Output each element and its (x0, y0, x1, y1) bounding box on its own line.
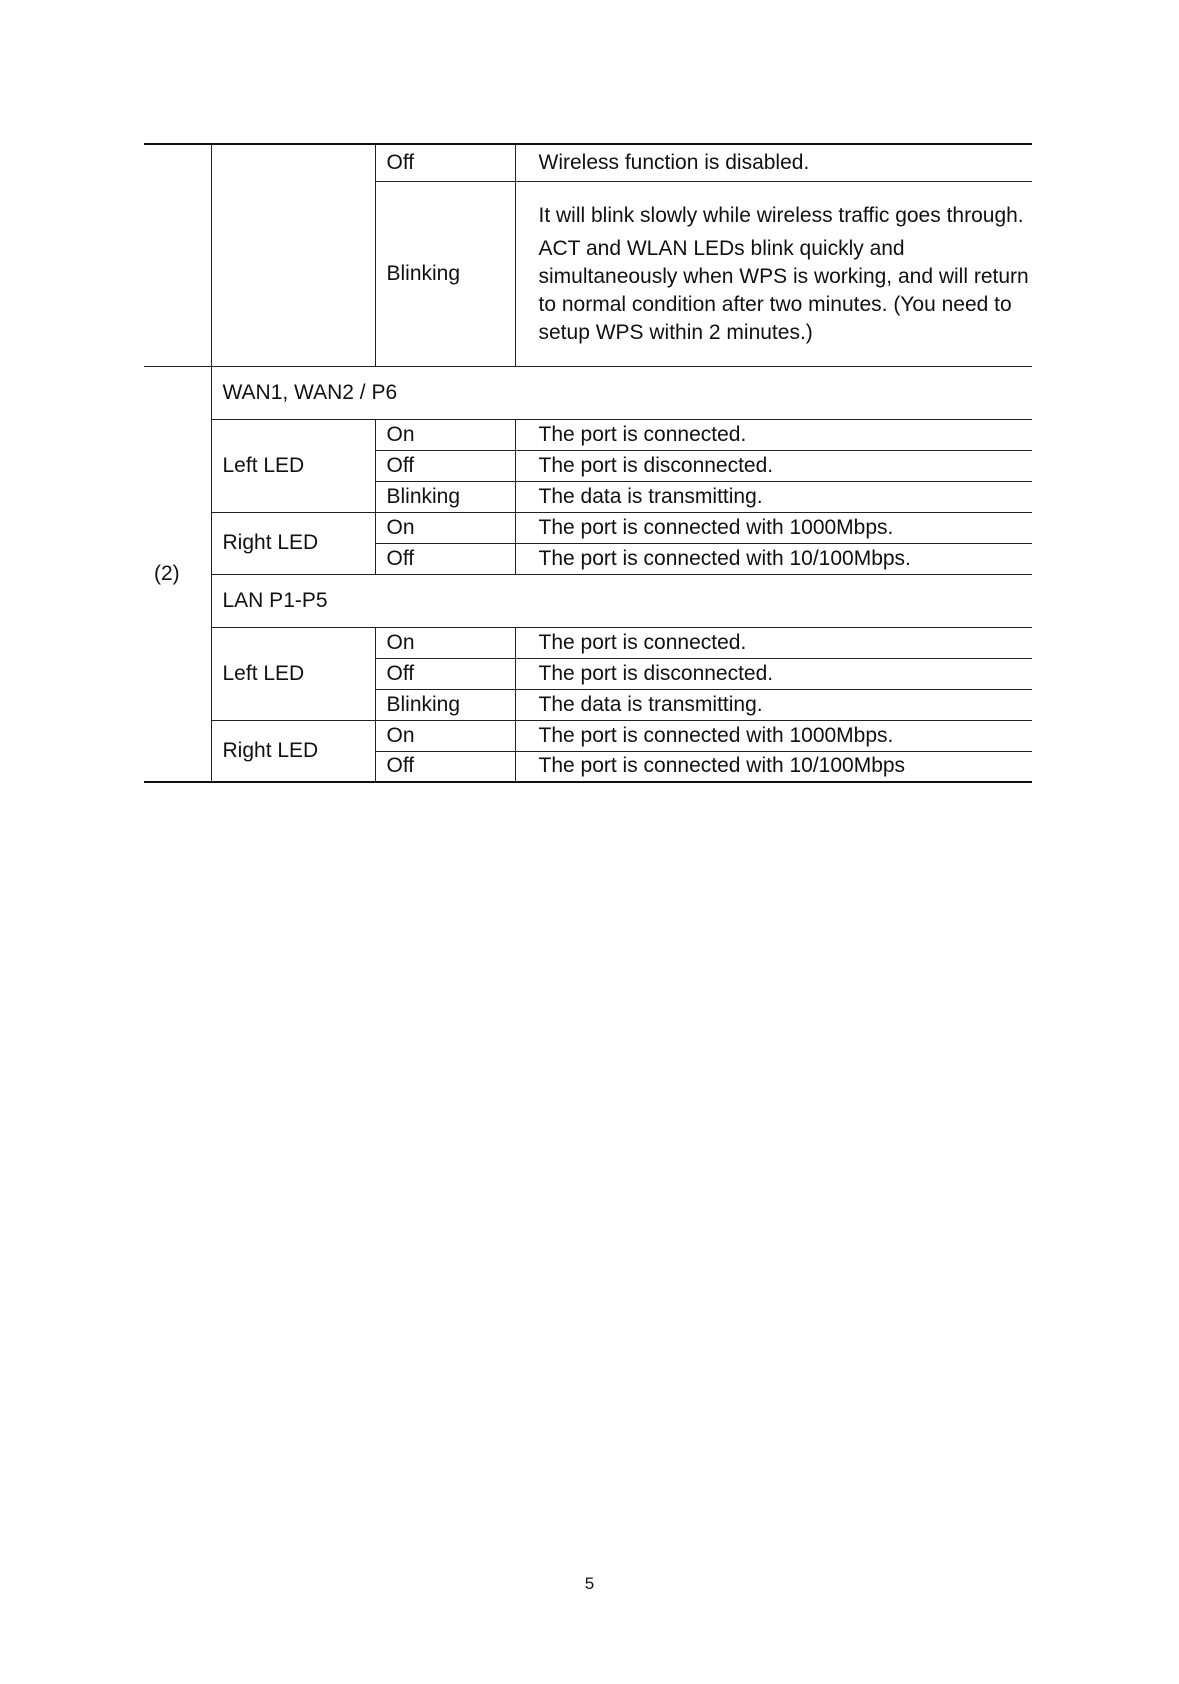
led-description: The port is connected with 10/100Mbps (515, 751, 1032, 782)
led-description: Wireless function is disabled. (515, 144, 1032, 181)
led-state: On (375, 720, 515, 751)
table-row (144, 144, 1032, 181)
led-description: The data is transmitting. (515, 481, 1032, 512)
led-state: Off (375, 658, 515, 689)
led-description: The port is connected. (515, 627, 1032, 658)
led-description: The port is connected with 1000Mbps. (515, 512, 1032, 543)
description-paragraph: It will blink slowly while wireless traffic goes through. (538, 203, 1024, 227)
led-status-table (144, 143, 1032, 783)
description-paragraph: ACT and WLAN LEDs blink quickly and simultaneously when WPS is working, and will return to normal condition after two minutes. (You need to setup WPS within 2 minutes.) (538, 236, 1029, 344)
led-state: Off (375, 144, 515, 181)
led-state: On (375, 512, 515, 543)
led-state: Off (375, 751, 515, 782)
led-description: The port is connected with 1000Mbps. (515, 720, 1032, 751)
section-number: (2) (144, 366, 211, 782)
led-state: Blinking (375, 181, 515, 366)
led-description: The port is connected with 10/100Mbps. (515, 543, 1032, 574)
led-state: Blinking (375, 689, 515, 720)
page-number: 5 (584, 1574, 595, 1593)
led-name: Left LED (211, 627, 375, 720)
led-name: Right LED (211, 720, 375, 782)
led-state: On (375, 419, 515, 450)
led-state: Off (375, 450, 515, 481)
led-name: Left LED (211, 419, 375, 512)
section-number-cell (144, 144, 211, 366)
led-description: The data is transmitting. (515, 689, 1032, 720)
led-description: The port is disconnected. (515, 450, 1032, 481)
led-description: The port is disconnected. (515, 658, 1032, 689)
table-row (144, 512, 1032, 543)
led-state: Blinking (375, 481, 515, 512)
port-group-title: WAN1, WAN2 / P6 (211, 366, 1032, 419)
table-row (144, 419, 1032, 450)
led-description: The port is connected. (515, 419, 1032, 450)
led-name-cell (211, 144, 375, 366)
led-state: Off (375, 543, 515, 574)
led-name: Right LED (211, 512, 375, 574)
table-row (144, 627, 1032, 658)
table-row (144, 574, 1032, 627)
port-group-title: LAN P1-P5 (211, 574, 1032, 627)
led-state: On (375, 627, 515, 658)
table-row (144, 720, 1032, 751)
led-description (515, 181, 1032, 366)
table-row (144, 366, 1032, 419)
